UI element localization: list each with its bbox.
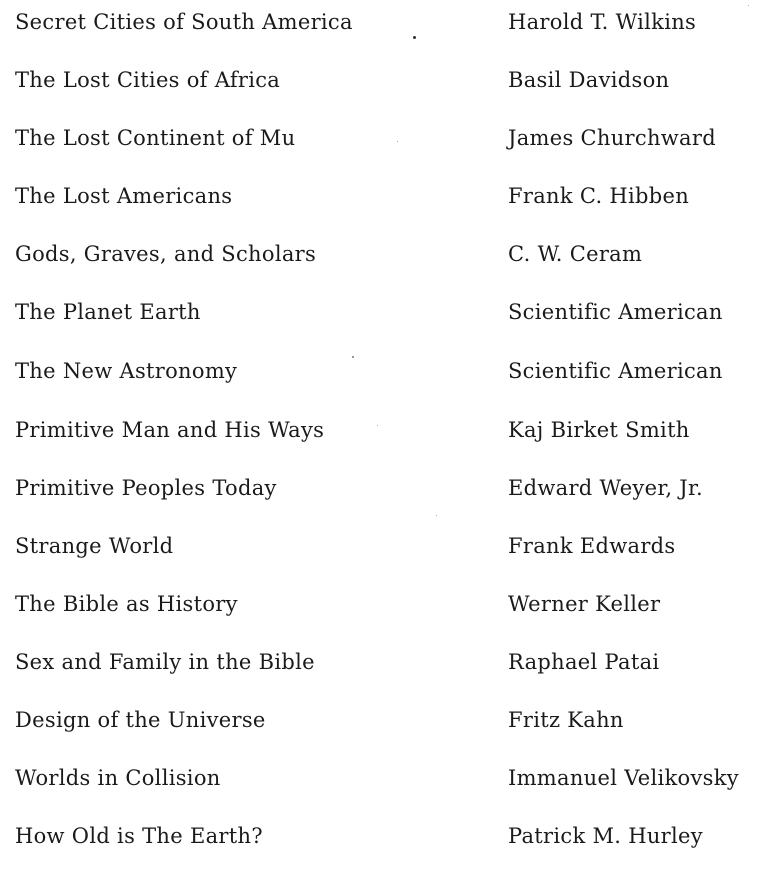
book-row [0,592,768,632]
book-author: Werner Keller [508,592,661,616]
book-title: Design of the Universe [15,708,266,732]
scan-speck [397,141,398,142]
book-title: Primitive Peoples Today [15,476,277,500]
book-row [0,650,768,690]
book-title: The New Astronomy [15,359,238,383]
book-row [0,766,768,806]
book-title: The Planet Earth [15,300,201,324]
book-author: Scientific American [508,300,723,324]
book-row [0,534,768,574]
book-author: James Churchward [508,126,716,150]
book-author: Basil Davidson [508,68,670,92]
scan-speck [748,5,749,6]
book-row [0,708,768,748]
book-author: C. W. Ceram [508,242,643,266]
book-title: Strange World [15,534,174,558]
book-author: Patrick M. Hurley [508,824,703,848]
book-row [0,418,768,458]
scan-speck [413,36,416,39]
book-title: How Old is The Earth? [15,824,263,848]
book-author: Frank C. Hibben [508,184,690,208]
book-author: Edward Weyer, Jr. [508,476,704,500]
book-row [0,68,768,108]
book-row [0,242,768,282]
book-author: Kaj Birket Smith [508,418,690,442]
book-row [0,824,768,864]
book-row [0,476,768,516]
book-author: Immanuel Velikovsky [508,766,739,790]
book-author: Frank Edwards [508,534,676,558]
book-author: Raphael Patai [508,650,660,674]
book-title: Secret Cities of South America [15,10,353,34]
book-row [0,359,768,399]
scan-speck [377,425,378,426]
book-row [0,10,768,50]
book-title: Primitive Man and His Ways [15,418,325,442]
book-title: Worlds in Collision [15,766,221,790]
book-title: The Lost Cities of Africa [15,68,281,92]
book-title: Sex and Family in the Bible [15,650,315,674]
book-row [0,126,768,166]
book-title: Gods, Graves, and Scholars [15,242,317,266]
book-title: The Bible as History [15,592,238,616]
book-author: Scientific American [508,359,723,383]
book-row [0,300,768,340]
book-author: Harold T. Wilkins [508,10,697,34]
book-row [0,184,768,224]
scan-speck [436,515,437,516]
book-title: The Lost Americans [15,184,233,208]
book-author: Fritz Kahn [508,708,624,732]
scan-speck [352,356,354,358]
book-title: The Lost Continent of Mu [15,126,296,150]
